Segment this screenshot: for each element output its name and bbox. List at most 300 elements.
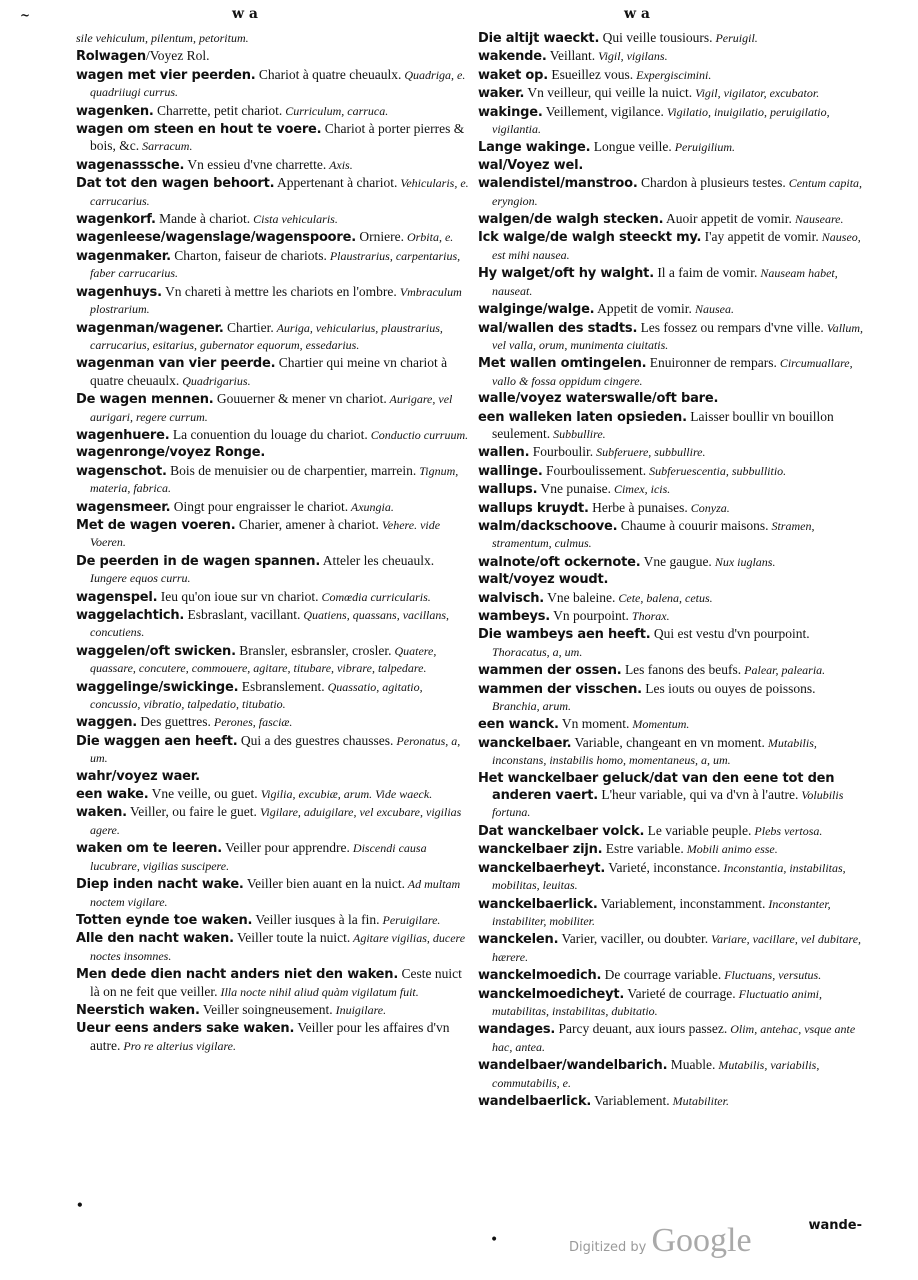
definition-latin: Conductio curruum. [367,427,469,442]
definition-french: Variablement, inconstamment. [597,895,766,911]
definition-french: Bransler, esbransler, crosler. [235,642,392,658]
definition-latin: Vmbraculum plostrarium. [90,284,462,317]
definition-french: Esbranslement. [238,678,325,694]
headword: walm/dackschoove. [478,518,618,534]
definition-latin: Fluctuans, versutus. [721,968,822,983]
dictionary-entry [478,175,864,210]
headword: wagenronge/voyez Ronge. [76,445,266,461]
definition-french: Vn veilleur, qui veille la nuict. [524,85,693,101]
definition-latin: Illa nocte nihil aliud quàm vigilatum fuit. [217,984,419,999]
headword: walt/voyez woudt. [478,572,609,588]
dictionary-entry [478,518,864,553]
definition-french: Il a faim de vomir. [653,265,758,281]
headword: Rolwagen [76,49,146,65]
definition-french: /Voyez Rol. [145,48,210,64]
dictionary-entry [478,841,864,858]
definition-latin: sile vehiculum, pilentum, petoritum. [76,31,249,45]
dictionary-entry [76,121,470,156]
definition-french: Laisser boullir vn bouillon seulement. [492,408,834,441]
definition-french: Qui a des guestres chausses. [237,732,394,748]
headword: Totten eynde toe waken. [76,912,253,928]
headword: wammen der visschen. [478,681,642,697]
headword: wammen der ossen. [478,663,622,679]
headword: wagenleese/wagenslage/wagenspoore. [76,230,356,246]
definition-french: Vn moment. [558,716,630,732]
headword: Die altijt waeckt. [478,31,600,46]
headword: wallen. [478,445,530,461]
dictionary-entry [478,30,864,47]
dictionary-entry [76,930,470,965]
dictionary-entry [478,716,864,733]
definition-latin: Mobili animo esse. [683,842,778,857]
headword: Die waggen aen heeft. [76,733,238,749]
headword: wandages. [478,1022,556,1038]
dictionary-entry [76,284,470,319]
headword: wagensmeer. [76,499,171,515]
headword: walgen/de walgh stecken. [478,212,664,228]
dictionary-entry [76,157,470,174]
dictionary-entry [76,445,470,461]
dictionary-entry [478,554,864,571]
definition-french: Veiller, ou faire le guet. [126,804,257,820]
dictionary-entry [76,769,470,785]
definition-latin: Orbita, e. [403,230,454,245]
dictionary-entry [76,499,470,516]
definition-latin: Cista vehicularis. [250,212,338,227]
definition-latin: Inconstanter, instabiliter, mobiliter. [492,896,831,928]
headword: wanckelmoedicheyt. [478,986,625,1002]
headword: Met de wagen voeren. [76,517,236,533]
headword: Men dede dien nacht anders niet den waken. [76,967,399,983]
dictionary-entry [478,139,864,156]
headword: wagen om steen en hout te voere. [76,122,322,138]
headword: wagenmaker. [76,248,171,264]
dictionary-entry [76,840,470,875]
dictionary-entry [478,229,864,264]
headword: wanckelbaerheyt. [478,860,606,876]
dictionary-entry [76,320,470,355]
dictionary-entry [478,67,864,84]
dictionary-entry [478,608,864,625]
dictionary-entry [478,1021,864,1056]
definition-french: Orniere. [355,229,404,245]
headword: Dat tot den wagen behoort. [76,176,275,192]
definition-latin: Inuigilare. [332,1002,387,1017]
dictionary-entry [76,67,470,102]
definition-latin: Thoracatus, a, um. [492,644,583,659]
dictionary-entry [478,463,864,480]
definition-french: Veiller pour les affaires d'vn autre. [90,1020,450,1053]
definition-french: Chartier. [223,319,274,335]
definition-french: Vn essieu d'vne charrette. [184,156,327,172]
definition-french: Mande à chariot. [155,211,251,227]
right-column [478,30,864,1111]
definition-latin: Vigilare, aduigilare, vel excubare, vigilias agere. [90,805,462,837]
definition-latin: Nux iuglans. [711,554,776,569]
definition-latin: Nauseam habet, nauseat. [492,266,838,298]
definition-latin: Mutabiliter. [669,1093,729,1108]
headword: Ick walge/de walgh steeckt my. [478,230,702,246]
definition-latin: Quassatio, agitatio, concussio, vibratio, talpedatio, titubatio. [90,679,423,712]
headword: wanckelbaer. [478,735,572,751]
definition-latin: Branchia, arum. [492,699,571,714]
dictionary-entry [478,1093,864,1110]
definition-latin: Plaustrarius, carpentarius, faber carrucarius. [90,248,461,281]
definition-latin: Thorax. [628,609,670,623]
dictionary-entry [76,876,470,911]
headword: wal/wallen des stadts. [478,320,638,336]
definition-latin: Vigilia, excubiæ, arum. Vide waeck. [257,787,433,802]
dictionary-entry [478,265,864,300]
headword: De wagen mennen. [76,392,214,408]
dictionary-entry [478,104,864,139]
headword: een wanck. [478,717,559,733]
definition-french: Veiller bien auant en la nuict. [243,876,406,892]
dictionary-entry [76,607,470,642]
definition-latin: Curriculum, carruca. [282,103,389,118]
definition-latin: Vigil, vigilans. [595,49,668,64]
headword: wandelbaerlick. [478,1093,592,1109]
dictionary-entry [478,500,864,517]
definition-french: Vne baleine. [544,589,616,605]
dictionary-entry [478,931,864,966]
left-column [76,30,470,1056]
dictionary-entry [76,463,470,498]
definition-french: Variablement. [591,1092,670,1108]
definition-latin: Nauseo, est mihi nausea. [492,230,861,262]
dictionary-entry [76,804,470,839]
definition-french: Vn pourpoint. [550,608,629,623]
headword: wagenhuys. [76,284,162,300]
definition-latin: Peruigilare. [379,912,441,927]
headword: walendistel/manstroo. [478,176,638,192]
definition-latin: Peruigilium. [671,140,736,155]
dictionary-entry [478,320,864,355]
headword: wagenhuere. [76,427,170,443]
definition-french: Veiller soingneusement. [199,1001,333,1017]
headword: een wake. [76,787,149,803]
headword: Die wambeys aen heeft. [478,627,651,643]
definition-latin: Vehere. vide Voeren. [90,517,441,550]
dictionary-entry [478,355,864,390]
definition-french: Charier, amener à chariot. [235,516,379,532]
definition-french: Variable, changeant en vn moment. [571,734,765,750]
headword: wanckelen. [478,932,559,948]
dictionary-entry [76,229,470,246]
headword: waggelachtich. [76,608,185,623]
dictionary-entry [76,912,470,929]
headword: waggen. [76,715,138,731]
definition-french: Fourboulir. [529,444,594,460]
definition-french: Appetit de vomir. [594,301,692,317]
definition-french: Auoir appetit de vomir. [663,211,792,227]
bullet-left: • [76,1198,84,1212]
definition-latin: Nauseare. [791,212,844,227]
dictionary-entry [478,590,864,607]
definition-french: Atteler les cheuaulx. [320,552,435,568]
definition-latin: Comœdia curricularis. [318,589,431,604]
headword: Het wanckelbaer geluck/dat van den eene tot den anderen vaert. [478,770,835,804]
definition-latin: Subferuescentia, subbullitio. [646,463,787,478]
dictionary-entry [478,860,864,895]
catchword: wande- [808,1218,862,1233]
running-head-left: w a [232,6,258,22]
definition-french: Veiller toute la nuict. [233,930,351,946]
dictionary-entry [76,1020,470,1055]
dictionary-entry [76,966,470,1001]
definition-latin: Subbullire. [550,426,606,441]
definition-french: Les fanons des beufs. [621,662,742,678]
definition-french: Parcy deuant, aux iours passez. [555,1021,728,1037]
definition-latin: Volubilis fortuna. [492,788,844,820]
definition-latin: Vigilatio, inuigilatio, peruigilatio, vigilantia. [492,104,830,137]
dictionary-entry [478,896,864,931]
definition-french: Gouuerner & mener vn chariot. [213,391,387,407]
definition-french: Charton, faiseur de chariots. [170,247,327,263]
dictionary-entry [478,771,864,822]
definition-french: Esbraslant, vacillant. [184,607,301,622]
definition-french: Veillant. [546,48,596,64]
dictionary-entry [76,517,470,552]
definition-french: Qui veille tousiours. [599,30,713,45]
definition-french: Vn chareti à mettre les chariots en l'ombre. [161,283,397,299]
definition-latin: Vigil, vigilator, excubator. [692,86,820,101]
definition-latin: Peronatus, a, um. [90,733,461,766]
definition-french: Chaume à couurir maisons. [617,517,769,533]
headword: waker. [478,86,525,102]
dictionary-entry [76,589,470,606]
dictionary-entry [478,409,864,444]
headword: wahr/voyez waer. [76,768,200,784]
headword: wagen met vier peerden. [76,67,256,83]
headword: Dat wanckelbaer volck. [478,823,645,839]
google-logo: Google [651,1222,752,1259]
definition-latin: Auriga, vehicularius, plaustrarius, carrucarius, esitarius, gubernator equorum, essedarius. [90,320,443,352]
definition-french: Chariot à quatre cheuaulx. [255,66,402,82]
definition-french: Charrette, petit chariot. [153,102,283,118]
headword: waket op. [478,67,549,83]
dictionary-entry [478,444,864,461]
definition-latin: Agitare vigilias, ducere noctes insomnes. [90,931,466,963]
headword: wallinge. [478,463,543,479]
headword: waken om te leeren. [76,841,222,857]
headword: Hy walget/oft hy walght. [478,266,654,282]
headword: walle/voyez waterswalle/oft bare. [478,391,719,407]
dictionary-entry [76,355,470,390]
definition-latin: Quatere, quassare, concutere, commouere, agitare, titubare, vibrare, talpedare. [90,643,437,676]
definition-french: Qui est vestu d'vn pourpoint. [650,626,810,642]
digitized-by-label: Digitized by [569,1240,647,1255]
definition-latin: Subferuere, subbullire. [593,445,706,460]
definition-french: Les fossez ou rempars d'vne ville. [637,319,824,335]
definition-french: Chariot à porter pierres & bois, &c. [90,121,465,154]
dictionary-entry [76,553,470,588]
definition-latin: Quadrigarius. [179,373,251,388]
definition-latin: Vallum, vel valla, orum, munimenta ciuitatis. [492,320,864,352]
definition-french: Oingt pour engraisser le chariot. [170,498,349,514]
dictionary-entry [76,427,470,444]
definition-latin: Fluctuatio animi, mutabilitas, instabilitas, dubitatio. [492,986,822,1018]
headword: De peerden in de wagen spannen. [76,553,321,569]
dictionary-entry [478,823,864,840]
definition-latin: Variare, vacillare, vel dubitare, hærere. [492,932,862,964]
definition-french: Longue veille. [590,139,672,155]
headword: wagenman/wagener. [76,320,224,336]
definition-french: Les iouts ou ouyes de poissons. [641,680,816,696]
headword: wakinge. [478,104,543,120]
dictionary-entry [76,103,470,120]
definition-french: I'ay appetit de vomir. [701,229,819,245]
definition-french: Chartier qui meine vn chariot à quatre cheuaulx. [90,355,448,388]
dictionary-entry [478,735,864,770]
dictionary-entry [478,967,864,984]
headword: wanckelbaer zijn. [478,842,603,858]
definition-french: De courrage variable. [601,967,722,983]
headword: wagenasssche. [76,157,185,173]
dictionary-entry [478,626,864,661]
definition-latin: Iungere equos curru. [90,571,191,586]
definition-latin: Palear, palearia. [741,663,826,678]
headword: walginge/walge. [478,302,595,318]
definition-latin: Centum capita, eryngion. [492,176,863,208]
definition-french: Varier, vaciller, ou doubter. [558,931,709,947]
headword: waggelen/oft swicken. [76,643,236,659]
dictionary-entry [76,679,470,714]
headword: wandelbaer/wandelbarich. [478,1058,668,1074]
dictionary-entry [478,986,864,1021]
dictionary-entry [478,481,864,498]
definition-french: Enuironner de rempars. [646,355,777,371]
definition-latin: Olim, antehac, vsque ante hac, antea. [492,1022,856,1054]
definition-french: Varieté de courrage. [624,985,736,1001]
definition-latin: Nausea. [691,302,734,317]
headword: Lange wakinge. [478,140,591,156]
headword: waggelinge/swickinge. [76,679,239,695]
dictionary-entry [76,248,470,283]
definition-latin: Inconstantia, instabilitas, mobilitas, leuitas. [492,860,846,893]
headword: wagenschot. [76,463,167,479]
definition-latin: Perones, fasciæ. [210,715,293,730]
dictionary-entry [76,714,470,731]
dictionary-entry [76,211,470,228]
definition-french: Appertenant à chariot. [274,175,398,191]
dictionary-entry [478,85,864,102]
dictionary-entry [76,1002,470,1019]
headword: walvisch. [478,590,545,606]
definition-french: Veiller pour apprendre. [221,840,350,856]
definition-french: L'heur variable, qui va d'vn à l'autre. [598,787,799,803]
definition-french: Des guettres. [137,714,211,730]
headword: Diep inden nacht wake. [76,877,244,893]
dictionary-entry [76,391,470,426]
definition-french: Varieté, inconstance. [605,859,721,875]
headword: wal/Voyez wel. [478,157,584,173]
definition-french: Bois de menuisier ou de charpentier, marrein. [166,462,417,478]
definition-french: Le variable peuple. [644,822,752,838]
definition-latin: Expergiscimini. [633,67,712,82]
dictionary-entry [478,158,864,174]
definition-latin: Plebs vertosa. [751,823,823,838]
dictionary-entry [478,681,864,716]
definition-french: Herbe à punaises. [588,499,688,515]
dictionary-entry [76,175,470,210]
definition-french: Fourboulissement. [542,462,647,478]
definition-latin: Quatiens, quassans, vacillans, concutiens. [90,608,450,640]
headword: Met wallen omtingelen. [478,356,647,372]
dictionary-entry [478,391,864,407]
headword: Alle den nacht waken. [76,931,234,947]
definition-french: Muable. [667,1057,716,1073]
headword: wallups. [478,482,538,498]
definition-latin: Tignum, materia, fabrica. [90,463,459,496]
dictionary-entry [76,30,470,47]
headword: wakende. [478,49,547,65]
dictionary-entry [76,48,470,65]
headword: wagenkorf. [76,212,156,228]
headword: wambeys. [478,609,551,624]
definition-french: Veillement, vigilance. [542,103,664,119]
dictionary-entry [76,786,470,803]
corner-mark: ~ [20,8,31,22]
headword: waken. [76,805,127,821]
definition-french: Ceste nuict là on ne feit que veiller. [90,966,462,999]
definition-latin: Mutabilis, inconstans, instabilis homo, momentaneus, a, um. [492,735,817,768]
definition-latin: Stramen, stramentum, culmus. [492,518,815,551]
definition-french: Estre variable. [602,841,684,857]
definition-latin: Aurigare, vel aurigari, regere currum. [90,392,453,424]
headword: wanckelbaerlick. [478,896,598,912]
definition-latin: Cimex, icis. [610,482,671,497]
definition-latin: Pro re alterius vigilare. [120,1038,237,1053]
dictionary-entry [478,572,864,588]
digitized-by-google-watermark [569,1222,752,1260]
definition-latin: Ad multam noctem vigilare. [90,877,461,909]
definition-french: Esueillez vous. [548,66,634,82]
definition-french: La conuention du louage du chariot. [169,426,368,442]
definition-latin: Momentum. [629,717,690,732]
dictionary-entry [478,301,864,318]
definition-latin: Cete, balena, cetus. [615,590,713,605]
definition-latin: Quadriga, e. quadriiugi currus. [90,67,466,100]
headword: wallups kruydt. [478,500,589,516]
definition-latin: Circumuallare, vallo & fossa oppidum cingere. [492,356,853,388]
headword: een walleken laten opsieden. [478,409,687,425]
definition-latin: Axungia. [348,499,394,514]
definition-latin: Mutabilis, variabilis, commutabilis, e. [492,1058,820,1090]
definition-latin: Sarracum. [139,139,193,154]
definition-latin: Axis. [326,157,353,172]
definition-latin: Vehicularis, e. carrucarius. [90,176,469,208]
headword: Neerstich waken. [76,1002,200,1018]
dictionary-entry [478,211,864,228]
definition-latin: Peruigil. [712,31,758,45]
headword: wanckelmoedich. [478,968,602,984]
definition-french: Vne gaugue. [640,553,712,569]
definition-french: Veiller iusques à la fin. [252,911,380,927]
definition-french: Chardon à plusieurs testes. [637,175,786,191]
headword: wagenspel. [76,589,158,605]
definition-latin: Discendi causa lucubrare, vigilias suscipere. [90,841,427,873]
definition-french: Vne veille, ou guet. [148,786,258,802]
dictionary-entry [76,643,470,678]
bullet-bottom: • [490,1232,499,1248]
headword: walnote/oft ockernote. [478,554,641,570]
dictionary-entry [478,48,864,65]
headword: wagenman van vier peerde. [76,356,276,372]
headword: Ueur eens anders sake waken. [76,1021,295,1037]
running-head-right: w a [624,6,650,22]
dictionary-entry [76,733,470,768]
